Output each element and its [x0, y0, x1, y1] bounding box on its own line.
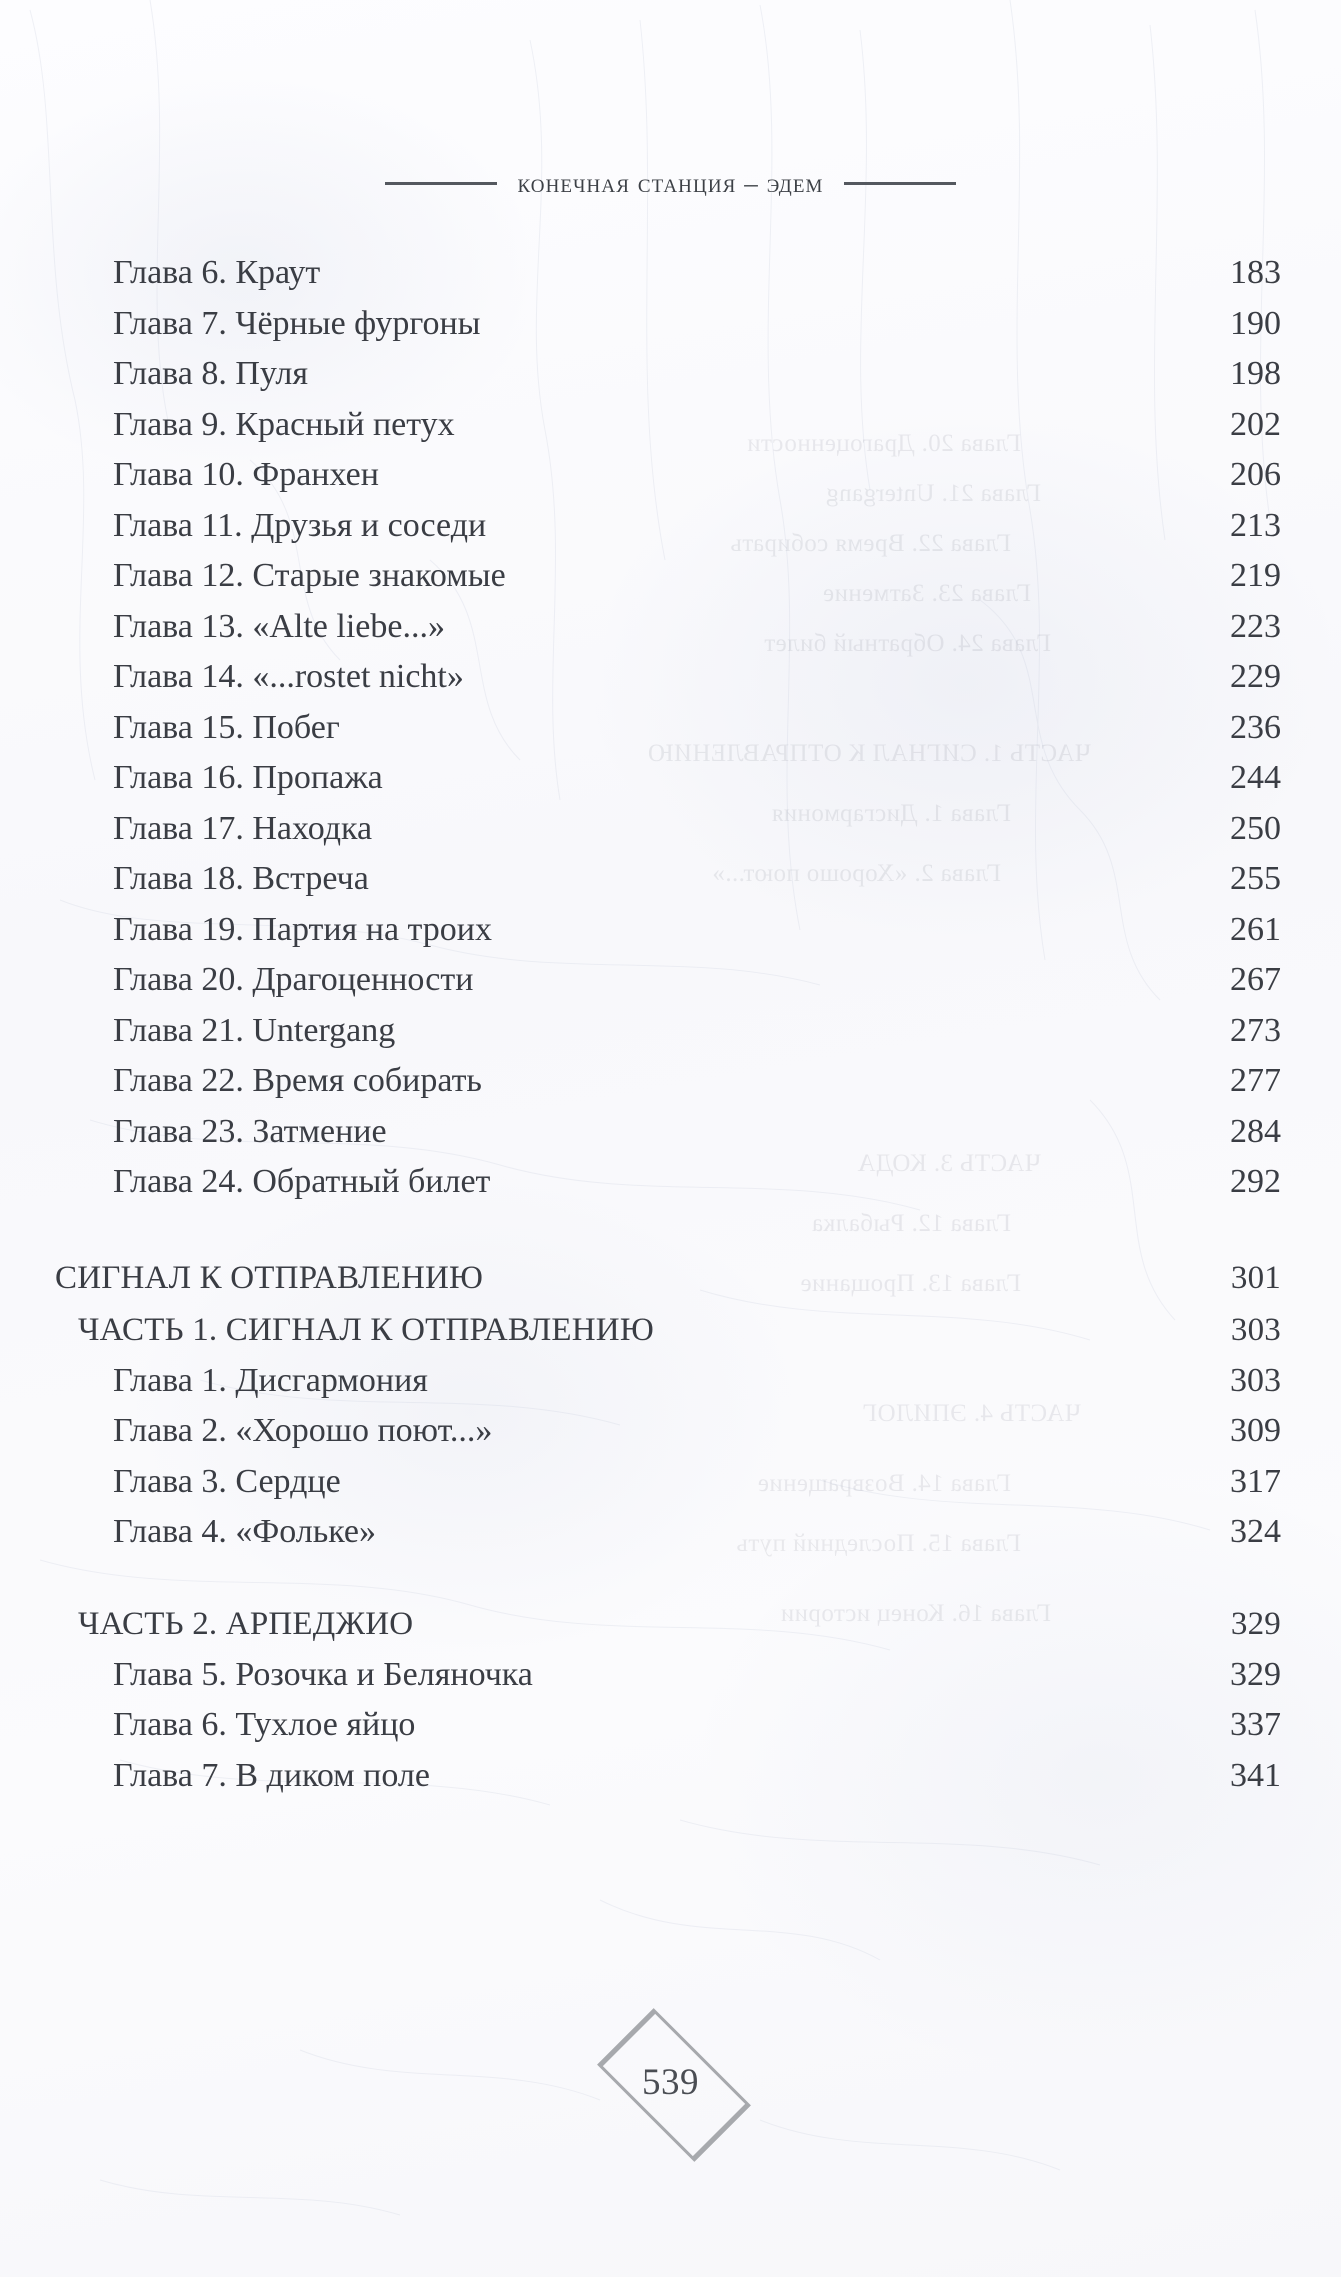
toc-entry-title: Глава 20. Драгоценности: [113, 961, 474, 998]
running-head-title: конечная станция – эдем: [517, 168, 824, 198]
page-folio: [0, 2030, 1341, 2134]
toc-entry-title: СИГНАЛ К ОТПРАВЛЕНИЮ: [55, 1259, 484, 1296]
toc-entry-title: Глава 6. Тухлое яйцо: [113, 1706, 416, 1743]
toc-entry[interactable]: [0, 1406, 1281, 1457]
toc-entry-title: ЧАСТЬ 1. СИГНАЛ К ОТПРАВЛЕНИЮ: [78, 1311, 654, 1348]
toc-entry[interactable]: [0, 854, 1281, 905]
toc-entry-title: ЧАСТЬ 2. АРПЕДЖИО: [78, 1605, 414, 1642]
toc-spacer: [0, 1208, 1281, 1252]
toc-entry[interactable]: [0, 905, 1281, 956]
toc-entry-page: 284: [1230, 1112, 1281, 1150]
toc-entry-title: Глава 24. Обратный билет: [113, 1163, 491, 1200]
toc-entry-title: Глава 18. Встреча: [113, 860, 369, 897]
toc-entry[interactable]: [0, 349, 1281, 400]
toc-entry[interactable]: [0, 1356, 1281, 1407]
toc-entry-title: Глава 15. Побег: [113, 708, 340, 746]
toc-entry[interactable]: [0, 1751, 1281, 1802]
toc-entry-title: Глава 13. «Alte liebe...»: [113, 607, 445, 645]
page-showthrough: Глава 20. Драгоценности Глава 21. Untergang Глава 22. Время собирать Глава 23. Затмение Глава 24. Обратный билет ЧАСТЬ 1. СИГНАЛ К ОТПРАВЛЕНИЮ Глава 1. Дисгармония Глава 2. «Хорошо поют...» ЧАСТЬ 3. КОДА Глава 12. Рыбалка Глава 13. Прощание ЧАСТЬ 4. ЭПИЛОГ Глава 14. Возвращение Глава 15. Последний путь Глава 16. Конец истории: [647, 430, 1091, 1627]
toc-entry-title: Глава 5. Розочка и Беляночка: [113, 1655, 533, 1693]
toc-entry-page: 236: [1230, 708, 1281, 746]
toc-entry-title: Глава 21. Untergang: [113, 1011, 396, 1049]
toc-entry[interactable]: [0, 955, 1281, 1006]
toc-entry-title: Глава 19. Партия на троих: [113, 910, 492, 948]
toc-entry-page: 303: [1230, 1361, 1281, 1399]
toc-entry[interactable]: [0, 1650, 1281, 1701]
table-of-contents: [0, 248, 1341, 1801]
toc-entry-page: 324: [1230, 1513, 1281, 1550]
toc-entry-page: 229: [1230, 658, 1281, 695]
toc-entry[interactable]: [0, 1107, 1281, 1158]
toc-entry-page: 329: [1230, 1655, 1281, 1693]
toc-entry-title: Глава 7. В диком поле: [113, 1756, 430, 1794]
toc-entry-title: Глава 9. Красный петух: [113, 405, 455, 443]
toc-entry[interactable]: [0, 1700, 1281, 1751]
toc-entry-page: 341: [1230, 1756, 1281, 1794]
toc-entry-title: Глава 1. Дисгармония: [113, 1361, 428, 1399]
toc-entry-page: 219: [1230, 557, 1281, 594]
toc-entry-page: 337: [1230, 1706, 1281, 1743]
toc-entry-title: Глава 12. Старые знакомые: [113, 557, 506, 594]
toc-entry-page: 267: [1230, 961, 1281, 998]
toc-entry-page: 317: [1230, 1462, 1281, 1500]
toc-entry-title: Глава 4. «Фольке»: [113, 1513, 377, 1550]
toc-entry[interactable]: [0, 804, 1281, 855]
toc-entry[interactable]: [0, 1304, 1281, 1356]
running-head-rule-right: [844, 182, 956, 185]
toc-entry-page: 206: [1230, 456, 1281, 493]
toc-entry[interactable]: [0, 299, 1281, 350]
toc-entry-title: Глава 10. Франхен: [113, 456, 379, 493]
toc-entry[interactable]: [0, 753, 1281, 804]
toc-entry-page: 198: [1230, 355, 1281, 392]
toc-entry-page: 273: [1230, 1011, 1281, 1049]
toc-entry-page: 250: [1230, 809, 1281, 847]
toc-entry-title: Глава 22. Время собирать: [113, 1062, 482, 1099]
toc-entry-title: Глава 3. Сердце: [113, 1462, 341, 1500]
folio-number: 539: [642, 2061, 699, 2103]
toc-entry[interactable]: [0, 1252, 1281, 1304]
toc-entry-title: Глава 7. Чёрные фургоны: [113, 304, 481, 342]
toc-entry-page: 261: [1230, 910, 1281, 948]
toc-entry[interactable]: [0, 703, 1281, 754]
toc-entry-title: Глава 23. Затмение: [113, 1112, 387, 1150]
toc-entry-title: Глава 8. Пуля: [113, 355, 309, 392]
toc-entry[interactable]: [0, 1598, 1281, 1650]
toc-entry-page: 277: [1230, 1062, 1281, 1099]
toc-entry[interactable]: [0, 450, 1281, 501]
toc-spacer: [0, 1558, 1281, 1598]
toc-entry-page: 190: [1230, 304, 1281, 342]
running-head: [0, 168, 1341, 199]
toc-entry-title: Глава 11. Друзья и соседи: [113, 506, 487, 544]
toc-entry[interactable]: [0, 1056, 1281, 1107]
toc-entry-page: 303: [1230, 1311, 1281, 1348]
toc-entry-title: Глава 2. «Хорошо поют...»: [113, 1412, 493, 1449]
toc-entry-title: Глава 14. «...rostet nicht»: [113, 658, 464, 695]
toc-entry-page: 329: [1230, 1605, 1281, 1642]
toc-entry-page: 202: [1230, 405, 1281, 443]
toc-entry[interactable]: [0, 551, 1281, 602]
toc-entry[interactable]: [0, 1006, 1281, 1057]
toc-entry[interactable]: [0, 602, 1281, 653]
toc-entry-page: 223: [1230, 607, 1281, 645]
toc-entry[interactable]: [0, 501, 1281, 552]
toc-entry[interactable]: [0, 652, 1281, 703]
toc-entry-page: 292: [1230, 1163, 1281, 1200]
toc-entry-page: 301: [1230, 1259, 1281, 1296]
toc-entry-title: Глава 16. Пропажа: [113, 759, 383, 796]
toc-entry[interactable]: [0, 248, 1281, 299]
toc-entry-page: 309: [1230, 1412, 1281, 1449]
toc-entry[interactable]: [0, 1457, 1281, 1508]
toc-entry-page: 183: [1230, 254, 1281, 291]
toc-entry-title: Глава 17. Находка: [113, 809, 373, 847]
toc-entry[interactable]: [0, 1157, 1281, 1208]
toc-entry[interactable]: [0, 1507, 1281, 1558]
running-head-rule-left: [385, 182, 497, 185]
toc-entry-page: 255: [1230, 860, 1281, 897]
toc-entry-page: 244: [1230, 759, 1281, 796]
toc-entry[interactable]: [0, 400, 1281, 451]
toc-entry-title: Глава 6. Краут: [113, 254, 321, 291]
toc-entry-page: 213: [1230, 506, 1281, 544]
